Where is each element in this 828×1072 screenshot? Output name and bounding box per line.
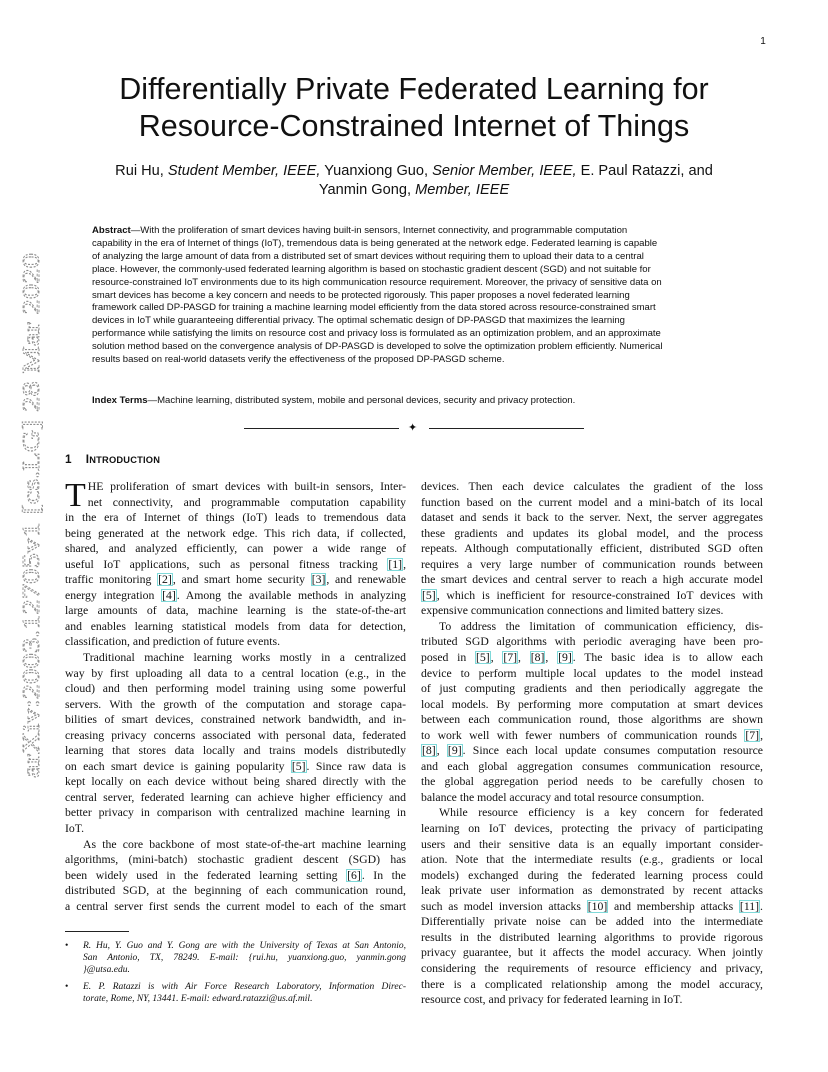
text-line: algorithms, (mini-batch) stochastic gradient descent (SGD) has bbox=[65, 853, 406, 867]
text-line: of just computing gradients and then periodically aggregate the bbox=[421, 682, 763, 696]
abstract-label: Abstract bbox=[92, 225, 131, 236]
text-line: local models. By performing more computation at smart devices bbox=[421, 697, 763, 711]
footnote-line: }@utsa.edu. bbox=[83, 965, 130, 976]
text-line: and enables learning statistical models from data for detection, bbox=[65, 619, 406, 633]
text-line: classification, and prediction of future events. bbox=[65, 635, 281, 649]
text-line: large amounts of data, machine learning is the state-of-the-art bbox=[65, 604, 406, 618]
text-line: distributed SGD, at the beginning of each communication round, bbox=[65, 884, 406, 898]
section-number: 1 bbox=[65, 452, 72, 466]
author-name: E. Paul Ratazzi, and bbox=[580, 163, 713, 179]
text-line: tributed SGD algorithms with periodic averaging have been pro- bbox=[421, 635, 763, 649]
section-divider bbox=[244, 423, 584, 435]
text-line: servers. With the growth of the computation and storage capa- bbox=[65, 697, 406, 711]
footnote-line: torate, Rome, NY, 13441. E-mail: edward.ratazzi@us.af.mil. bbox=[83, 993, 313, 1004]
text-line: central server, federated learning can achieve higher efficiency and bbox=[65, 790, 406, 804]
author-name: Yanmin Gong, bbox=[318, 182, 412, 198]
text-line: in the era of Internet of things (IoT) leads to tremendous data bbox=[65, 511, 406, 525]
abstract-line: solution method based on the convergence analysis of DP-PASGD is developed to solve the optimization problem efficiently. Numerical bbox=[92, 341, 663, 353]
section-heading bbox=[65, 452, 160, 466]
abstract-line: place. However, the commonly-used federated learning algorithm is based on stochastic gradient descent (SGD) and not suitable for bbox=[92, 263, 651, 275]
text-line: such as model inversion attacks [10] and membership attacks [11]. bbox=[421, 899, 763, 913]
citation-link[interactable]: [5] bbox=[475, 651, 490, 665]
section-title-rest: NTRODUCTION bbox=[89, 455, 161, 465]
page-number: 1 bbox=[760, 36, 766, 47]
text-line: kept locally on each device without being shared directly with the bbox=[65, 775, 406, 789]
footnote-line: R. Hu, Y. Guo and Y. Gong are with the University of Texas at San Antonio, bbox=[83, 941, 406, 951]
text-line: better privacy in comparison with centralized machine learning in bbox=[65, 806, 406, 820]
footnote-rule bbox=[65, 931, 129, 932]
text-line: expensive communication connections and limited battery sizes. bbox=[421, 604, 724, 618]
text-line: To address the limitation of communication efficiency, dis- bbox=[439, 619, 763, 633]
text-line: the smart devices and central server to reach a high accurate model bbox=[421, 573, 763, 587]
text-line: energy integration [4]. Among the available methods in analyzing bbox=[65, 588, 406, 602]
footnote bbox=[65, 981, 406, 1005]
text-line: between each communication round, those algorithms are shown bbox=[421, 713, 763, 727]
footnote bbox=[65, 940, 406, 977]
index-terms-text: —Machine learning, distributed system, mobile and personal devices, security and privacy protection. bbox=[147, 395, 576, 406]
citation-link[interactable]: [1] bbox=[388, 557, 403, 571]
citation-link[interactable]: [6] bbox=[347, 868, 361, 882]
text-line: dataset and sends it back to the server. Next, the server aggregates bbox=[421, 511, 763, 525]
author-list bbox=[90, 162, 738, 200]
citation-link[interactable]: [8] bbox=[530, 651, 545, 665]
text-line: and each global aggregation consumes communication resource, bbox=[421, 759, 763, 773]
footnote-line: San Antonio, TX, 78249. E-mail: {rui.hu, yuanxiong.guo, yanmin.gong bbox=[83, 953, 406, 964]
abstract-line: Abstract—With the proliferation of smart devices having built-in sensors, Internet connectivity, and programmable computation bbox=[92, 225, 628, 236]
text-line: As the core backbone of most state-of-the-art machine learning bbox=[83, 837, 406, 851]
citation-link[interactable]: [2] bbox=[158, 573, 172, 587]
abstract-line: devices in IoT while guaranteeing differential privacy. The optimal schematic design of DP-PASGD that maximizes the learning bbox=[92, 315, 625, 327]
text-line: leak private user information as demonstrated by recent attacks bbox=[421, 884, 763, 898]
divider-rule-left bbox=[244, 428, 399, 429]
text-line: net connectivity, and programmable computation capability bbox=[87, 495, 406, 509]
text-line: cloud) and then performing model training using some powerful bbox=[65, 682, 406, 696]
citation-link[interactable]: [3] bbox=[311, 573, 326, 587]
arxiv-stamp-graphic bbox=[13, 250, 49, 780]
text-line: While resource efficiency is a key concern for federated bbox=[439, 806, 763, 820]
footnote-line: E. P. Ratazzi is with Air Force Research Laboratory, Information Direc- bbox=[83, 981, 406, 992]
text-line: shared, and analyzed efficiently, can power a wide range of bbox=[65, 542, 406, 556]
citation-link[interactable]: [8] bbox=[422, 744, 436, 758]
citation-link[interactable]: [5] bbox=[422, 588, 436, 602]
abstract-line: of analyzing the large amount of data from a distributed set of smart devices without requiring them to upload their data to a central bbox=[92, 250, 644, 262]
text-line: there is a complicated relationship among the model accuracy, bbox=[421, 977, 763, 991]
section-title-initial: I bbox=[85, 452, 90, 466]
author-affiliation: Student Member, IEEE, bbox=[167, 163, 321, 179]
text-line: resource cost, and privacy for federated learning in IoT. bbox=[421, 993, 683, 1007]
text-line: repeats. Although computationally efficient, distributed SGD often bbox=[421, 542, 763, 556]
citation-link[interactable]: [7] bbox=[503, 651, 518, 665]
text-line: requires a very large number of communication rounds between bbox=[421, 557, 763, 571]
arxiv-stamp-text: arXiv:2003.12705v1 [cs.LG] 28 Mar 2020 bbox=[19, 368, 45, 778]
text-line: learning on IoT devices, protecting the privacy of participating bbox=[421, 822, 763, 836]
text-line: HE proliferation of smart devices with built-in sensors, Inter- bbox=[87, 480, 406, 493]
arxiv-stamp bbox=[13, 250, 49, 780]
bullet-icon: • bbox=[65, 941, 69, 951]
text-line: been widely used in the federated learning setting [6]. In the bbox=[65, 868, 406, 882]
left-column bbox=[65, 479, 406, 914]
footnotes bbox=[65, 940, 406, 1009]
citation-link[interactable]: [9] bbox=[558, 651, 572, 665]
text-line: on each smart device is gaining popularity [5]. Since raw data is bbox=[65, 759, 406, 773]
divider-diamond-icon: ✦ bbox=[408, 421, 418, 434]
text-line: function based on the current model and a mini-batch of its local bbox=[421, 495, 763, 509]
text-line: creasing privacy concerns associated with personal data, federated bbox=[65, 728, 406, 742]
text-line: posed in [5], [7], [8], [9]. The basic idea is to allow each bbox=[421, 651, 764, 665]
title-line-1: Differentially Private Federated Learning for bbox=[119, 72, 709, 106]
text-line: bilities of smart devices, constrained network bandwidth, and in- bbox=[65, 713, 406, 727]
text-line: models) exchanged during the federated learning process could bbox=[421, 868, 763, 882]
text-line: Traditional machine learning works mostly in a centralized bbox=[83, 651, 406, 665]
author-line-1 bbox=[90, 162, 738, 181]
text-line: useful IoT applications, such as personal fitness tracking [1], bbox=[65, 557, 406, 571]
abstract-line: resource-constrained IoT environments due to its high communication resource requirement. Moreover, the privacy of sensitive data on bbox=[92, 276, 662, 288]
text-line: [5], which is inefficient for resource-constrained IoT devices with bbox=[422, 588, 763, 602]
drop-cap: T bbox=[65, 477, 86, 514]
abstract-line: capability in the era of Internet of things (IoT), tremendous data is being generated at the network edge. Federated learning is capable bbox=[92, 237, 658, 249]
text-line: Differentially private noise can be added into the intermediate bbox=[421, 915, 763, 929]
abstract bbox=[92, 225, 737, 367]
title-line-2: Resource-Constrained Internet of Things bbox=[138, 109, 690, 143]
text-line: devices. Then each device calculates the gradient of the loss bbox=[421, 480, 763, 493]
text-line: to work well with fewer numbers of communication rounds [7], bbox=[421, 728, 763, 742]
text-line: privacy guarantee, but it affects the model accuracy. When jointly bbox=[421, 946, 763, 960]
text-line: device to perform multiple local updates to the model instead bbox=[421, 666, 763, 680]
author-name: Rui Hu, bbox=[115, 163, 164, 179]
abstract-line: results based on real-world datasets verify the effectiveness of the proposed DP-PASGD scheme. bbox=[92, 354, 505, 366]
text-line: learning that stores data locally and trains models distributedly bbox=[65, 744, 406, 758]
right-column bbox=[421, 479, 763, 1008]
abstract-line: performance while satisfying the limits on resource cost and privacy loss is formulated as an optimization problem, and an approximate bbox=[92, 328, 661, 340]
text-line: ation. Note that the intermediate results (e.g., gradients or local bbox=[421, 853, 763, 867]
text-line: a central server first sends the current model to each of the smart bbox=[65, 899, 406, 913]
bullet-icon: • bbox=[65, 981, 69, 992]
text-line: results in the distributed learning algorithms to provide rigorous bbox=[421, 930, 763, 944]
index-terms bbox=[92, 394, 737, 407]
abstract-line: framework called DP-PASGD for training a machine learning model efficiently from the data stored across resource-constrained smart bbox=[92, 302, 656, 314]
text-line: balance the model accuracy and total resource consumption. bbox=[421, 790, 705, 804]
text-line: the global aggregation period needs to be carefully chosen to bbox=[421, 775, 763, 789]
text-line: considering the requirements of resource efficiency and privacy, bbox=[421, 961, 763, 975]
text-line: users and their sensitive data is an equally important consider- bbox=[421, 837, 763, 851]
citation-link[interactable]: [11] bbox=[739, 899, 760, 913]
author-line-2 bbox=[90, 181, 738, 200]
author-affiliation: Senior Member, IEEE, bbox=[432, 163, 577, 179]
text-line: being generated at the network edge. This rich data, if collected, bbox=[65, 526, 406, 540]
text-line: traffic monitoring [2], and smart home security [3], and renewable bbox=[65, 573, 406, 587]
citation-link[interactable]: [9] bbox=[447, 744, 462, 758]
text-line: way by first uploading all data to a central location (e.g., in the bbox=[65, 666, 406, 680]
divider-rule-right bbox=[429, 428, 584, 429]
citation-link[interactable]: [10] bbox=[587, 899, 608, 913]
index-terms-label: Index Terms bbox=[92, 395, 148, 406]
paper-title bbox=[60, 71, 768, 145]
citation-link[interactable]: [7] bbox=[745, 728, 760, 742]
abstract-line: smart devices has become a key concern and needs to be protected rigorously. This paper proposes a novel federated learning bbox=[92, 289, 630, 301]
author-affiliation: Member, IEEE bbox=[415, 182, 510, 198]
text-line: [8], [9]. Since each local update consumes computation resource bbox=[422, 744, 764, 758]
text-line: these gradients and updates its global model, and the process bbox=[421, 526, 763, 540]
author-name: Yuanxiong Guo, bbox=[324, 163, 429, 179]
citation-link[interactable]: [5] bbox=[291, 759, 306, 773]
citation-link[interactable]: [4] bbox=[162, 588, 176, 602]
text-line: IoT. bbox=[65, 822, 85, 836]
